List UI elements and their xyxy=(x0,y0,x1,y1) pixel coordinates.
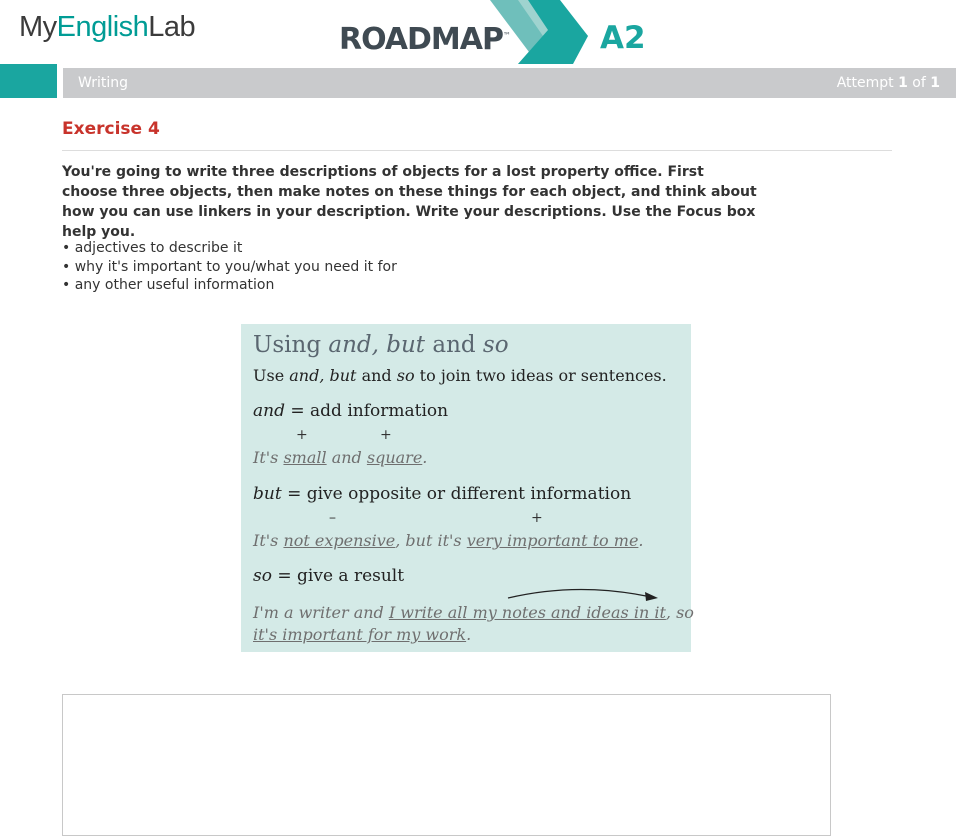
so-rule-text: = give a result xyxy=(271,566,405,586)
bullet-item: • any other useful information xyxy=(62,277,275,293)
myenglishlab-logo xyxy=(19,11,195,44)
and-ex-a: It's xyxy=(253,448,284,467)
minus-marker: – xyxy=(329,510,336,526)
focus-title-a: Using xyxy=(253,332,329,358)
focus-title-d: so xyxy=(482,332,509,358)
so-ex-d: it's important for my work xyxy=(253,625,467,644)
but-ex-e: . xyxy=(638,531,644,550)
title-divider xyxy=(62,150,892,151)
logo-my: My xyxy=(19,11,57,43)
so-ex-a: I'm a writer and xyxy=(253,603,389,622)
so-word: so xyxy=(253,566,272,586)
logo-lab: Lab xyxy=(148,11,196,43)
level-badge: A2 xyxy=(600,20,646,56)
focus-sub-a: Use xyxy=(253,366,290,385)
section-bar xyxy=(63,68,956,98)
focus-title xyxy=(253,332,509,358)
roadmap-text: ROADMAP xyxy=(339,22,503,57)
attempt-of: of xyxy=(907,75,931,91)
but-ex-c: , but it's xyxy=(395,531,467,550)
so-example-cont xyxy=(253,625,471,644)
but-rule-text: = give opposite or different information xyxy=(281,484,632,504)
and-ex-e: . xyxy=(422,448,428,467)
so-ex-e: . xyxy=(466,625,472,644)
but-ex-b: not expensive xyxy=(283,531,396,550)
focus-sub-c: and xyxy=(356,366,397,385)
bullet-item: • adjectives to describe it xyxy=(62,240,243,256)
plus-marker: + xyxy=(380,427,392,443)
exercise-instructions: You're going to write three descriptions of objects for a lost property office. First choose three objects, then make notes on these things for each object, and think about how you can use linkers in your description. Write your descriptions. Use the Focus box help you. xyxy=(62,164,757,240)
focus-sub-d: so xyxy=(396,366,415,385)
roadmap-logo xyxy=(339,22,510,57)
focus-sub-e: to join two ideas or sentences. xyxy=(414,366,667,385)
but-example xyxy=(253,531,644,550)
focus-sub-b: and, but xyxy=(289,366,357,385)
teal-accent-block xyxy=(0,64,57,98)
focus-title-c: and xyxy=(425,332,483,358)
and-rule-text: = add information xyxy=(284,401,449,421)
bullet-list xyxy=(62,239,397,295)
so-ex-c: , so xyxy=(665,603,694,622)
result-arrow-icon xyxy=(506,582,661,602)
logo-english: English xyxy=(56,11,149,43)
answer-textarea[interactable] xyxy=(62,694,831,836)
section-label: Writing xyxy=(78,75,128,91)
and-example xyxy=(253,448,427,467)
plus-marker: + xyxy=(531,510,543,526)
but-ex-a: It's xyxy=(253,531,284,550)
roadmap-arrow-icon xyxy=(488,0,598,64)
plus-marker: + xyxy=(296,427,308,443)
so-example xyxy=(253,603,694,622)
focus-title-b: and, but xyxy=(328,332,426,358)
focus-box xyxy=(241,324,694,652)
so-rule xyxy=(253,566,404,586)
and-rule xyxy=(253,401,448,421)
attempt-number: 1 xyxy=(898,75,908,91)
attempt-counter xyxy=(837,75,940,91)
and-word: and xyxy=(253,401,285,421)
attempt-prefix: Attempt xyxy=(836,75,899,91)
and-ex-c: and xyxy=(326,448,367,467)
bullet-item: • why it's important to you/what you need it for xyxy=(62,258,397,275)
attempt-total: 1 xyxy=(930,75,940,91)
exercise-title: Exercise 4 xyxy=(62,119,160,139)
but-rule xyxy=(253,484,631,504)
but-word: but xyxy=(253,484,282,504)
so-ex-b: I write all my notes and ideas in it xyxy=(388,603,666,622)
roadmap-trademark: ™ xyxy=(502,31,510,40)
but-ex-d: very important to me xyxy=(466,531,639,550)
and-ex-b: small xyxy=(283,448,327,467)
focus-subtitle xyxy=(253,366,667,385)
and-ex-d: square xyxy=(366,448,423,467)
